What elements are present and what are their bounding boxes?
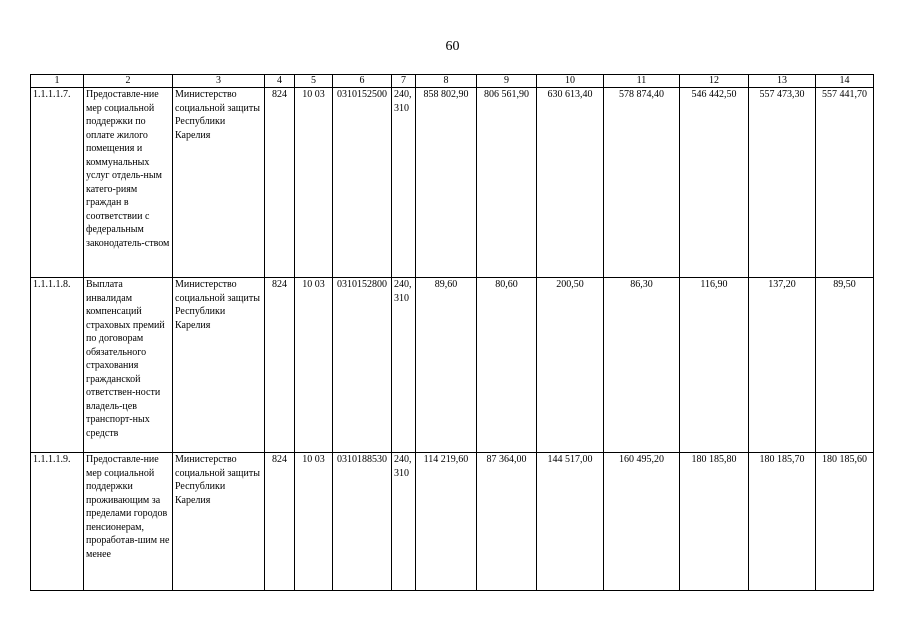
row-vr: 240, 310: [392, 453, 416, 591]
row-value: 160 495,20: [604, 453, 680, 591]
row-csr: 0310152500: [333, 88, 392, 278]
row-csr: 0310152800: [333, 278, 392, 453]
row-value: 578 874,40: [604, 88, 680, 278]
row-ministry: Министерство социальной защиты Республики Карелия: [173, 453, 265, 591]
column-header: 10: [537, 75, 604, 88]
column-header: 1: [31, 75, 84, 88]
row-rzpr: 10 03: [295, 278, 333, 453]
column-header: 2: [84, 75, 173, 88]
column-header: 3: [173, 75, 265, 88]
row-value: 89,60: [416, 278, 477, 453]
row-code: 1.1.1.1.7.: [31, 88, 84, 278]
row-grbs: 824: [265, 453, 295, 591]
budget-table: [30, 74, 874, 591]
row-vr: 240, 310: [392, 278, 416, 453]
row-value: 116,90: [680, 278, 749, 453]
column-header: 11: [604, 75, 680, 88]
row-value: 86,30: [604, 278, 680, 453]
column-header: 12: [680, 75, 749, 88]
column-header: 14: [816, 75, 874, 88]
row-vr: 240, 310: [392, 88, 416, 278]
row-code: 1.1.1.1.8.: [31, 278, 84, 453]
column-header: 7: [392, 75, 416, 88]
row-grbs: 824: [265, 88, 295, 278]
row-value: 180 185,80: [680, 453, 749, 591]
row-value: 806 561,90: [477, 88, 537, 278]
column-header: 8: [416, 75, 477, 88]
row-value: 557 473,30: [749, 88, 816, 278]
row-grbs: 824: [265, 278, 295, 453]
row-value: 114 219,60: [416, 453, 477, 591]
row-value: 630 613,40: [537, 88, 604, 278]
header-row: [31, 75, 874, 88]
row-value: 200,50: [537, 278, 604, 453]
row-rzpr: 10 03: [295, 88, 333, 278]
row-csr: 0310188530: [333, 453, 392, 591]
row-value: 87 364,00: [477, 453, 537, 591]
column-header: 4: [265, 75, 295, 88]
row-value: 80,60: [477, 278, 537, 453]
table-row: [31, 278, 874, 453]
row-value: 557 441,70: [816, 88, 874, 278]
table-row: [31, 453, 874, 591]
column-header: 9: [477, 75, 537, 88]
row-description: Предоставле-ние мер социальной поддержки проживающим за пределами городов пенсионерам, проработав-шим не менее: [84, 453, 173, 591]
column-header: 5: [295, 75, 333, 88]
page-number: 60: [445, 39, 460, 54]
row-value: 89,50: [816, 278, 874, 453]
table-row: [31, 88, 874, 278]
row-value: 180 185,70: [749, 453, 816, 591]
row-value: 858 802,90: [416, 88, 477, 278]
row-description: Выплата инвалидам компенсаций страховых премий по договорам обязательного страхования гражданской ответствен-ности владель-цев транспорт-ных средств: [84, 278, 173, 453]
column-header: 6: [333, 75, 392, 88]
row-ministry: Министерство социальной защиты Республики Карелия: [173, 278, 265, 453]
column-header: 13: [749, 75, 816, 88]
row-value: 137,20: [749, 278, 816, 453]
row-value: 144 517,00: [537, 453, 604, 591]
row-ministry: Министерство социальной защиты Республики Карелия: [173, 88, 265, 278]
row-rzpr: 10 03: [295, 453, 333, 591]
row-description: Предоставле-ние мер социальной поддержки по оплате жилого помещения и коммунальных услуг отдель-ным катего-риям граждан в соответствии с федеральным законодатель-ством: [84, 88, 173, 278]
row-value: 546 442,50: [680, 88, 749, 278]
row-value: 180 185,60: [816, 453, 874, 591]
row-code: 1.1.1.1.9.: [31, 453, 84, 591]
